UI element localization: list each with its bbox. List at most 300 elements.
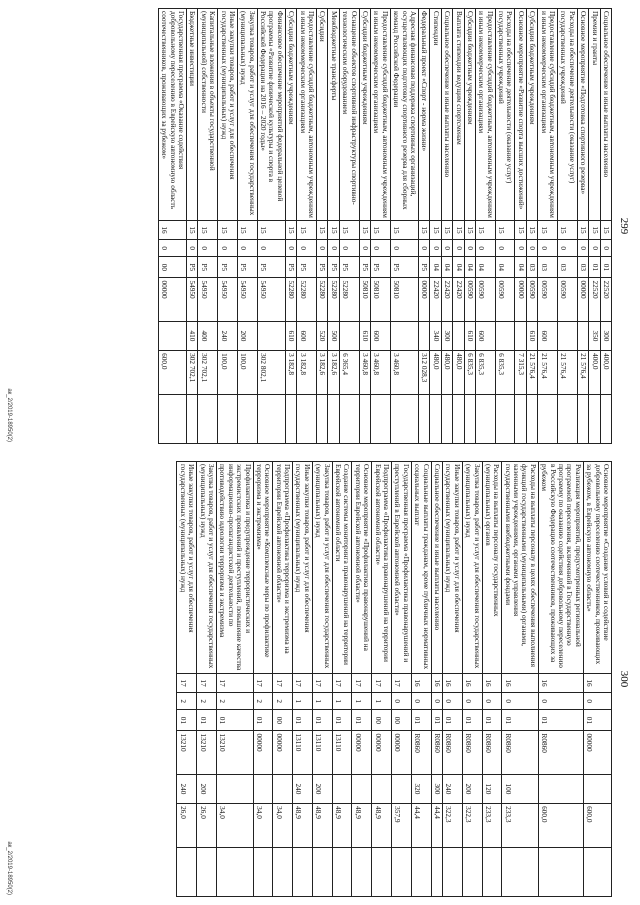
row-code-cell: 0 <box>482 693 502 710</box>
row-code-cell: 00590 <box>475 278 495 321</box>
row-code-cell: 0 <box>390 240 418 257</box>
table-row <box>600 9 611 444</box>
row-name-cell: Иные закупки товаров, работ и услуг для обеспечения государственных (муниципальных) нужд <box>293 462 313 674</box>
row-code-cell: 15 <box>430 220 441 239</box>
row-code-cell: 0 <box>515 240 526 257</box>
row-code-cell: 04 <box>430 257 441 278</box>
row-code-cell: 1 <box>312 693 332 710</box>
row-blank-cell <box>312 847 332 897</box>
row-code-cell: 0 <box>339 240 359 257</box>
row-expense-type-cell: 350 <box>589 321 600 350</box>
table-row <box>216 462 253 897</box>
row-amount-cell: 400,0 <box>589 351 600 394</box>
row-blank-cell <box>600 394 611 444</box>
row-name-cell: Финансовое обеспечение мероприятий федеральной целевой программы «Развитие физической культуры и спорта в Российской Федерации на 2016 – 2020 годы» <box>257 9 285 221</box>
row-expense-type-cell: 520 <box>317 321 328 350</box>
table-row <box>359 9 370 444</box>
row-expense-type-cell <box>538 774 583 803</box>
row-expense-type-cell: 200 <box>462 774 482 803</box>
row-code-cell: R0860 <box>431 731 442 774</box>
row-code-cell: 01 <box>312 710 332 731</box>
row-amount-cell: 302 702,1 <box>186 351 197 394</box>
row-blank-cell <box>317 394 328 444</box>
table-row <box>390 9 418 444</box>
row-expense-type-cell: 500 <box>328 321 339 350</box>
row-expense-type-cell: 610 <box>285 321 296 350</box>
row-code-cell: 54950 <box>198 278 218 321</box>
row-code-cell: 2 <box>177 693 197 710</box>
row-code-cell: 0 <box>538 693 583 710</box>
row-expense-type-cell: 610 <box>359 321 370 350</box>
row-name-cell: Бюджетные инвестиции <box>186 9 197 221</box>
row-code-cell: 01 <box>583 710 611 731</box>
row-amount-cell: 3 182,8 <box>297 351 317 394</box>
row-amount-cell: 44,4 <box>431 804 442 847</box>
row-expense-type-cell: 240 <box>177 774 197 803</box>
row-code-cell: 2 <box>273 693 293 710</box>
row-name-cell: Субсидии бюджетным учреждениям <box>285 9 296 221</box>
row-code-cell: 15 <box>371 220 391 239</box>
row-code-cell: 15 <box>418 220 429 239</box>
row-code-cell: 17 <box>216 673 253 692</box>
row-code-cell: 01 <box>502 710 539 731</box>
row-name-cell: Закупка товаров, работ и услуг для обеспечения государственных (муниципальных) нужд <box>312 462 332 674</box>
row-code-cell: 04 <box>441 257 452 278</box>
row-amount-cell: 357,9 <box>392 804 412 847</box>
row-code-cell: 22420 <box>441 278 452 321</box>
row-code-cell: 15 <box>285 220 296 239</box>
row-amount-cell: 480,0 <box>453 351 464 394</box>
row-name-cell: Субсидии бюджетным учреждениям <box>359 9 370 221</box>
row-code-cell: 01 <box>538 710 583 731</box>
table-row <box>198 9 218 444</box>
row-amount-cell: 600,0 <box>158 351 186 394</box>
row-code-cell: 15 <box>589 220 600 239</box>
table-row <box>285 9 296 444</box>
row-expense-type-cell <box>390 321 418 350</box>
row-expense-type-cell: 200 <box>237 321 257 350</box>
row-expense-type-cell <box>577 321 588 350</box>
row-expense-type-cell: 600 <box>371 321 391 350</box>
row-blank-cell <box>475 394 495 444</box>
row-amount-cell: 302 802,1 <box>257 351 285 394</box>
row-code-cell: 15 <box>339 220 359 239</box>
row-blank-cell <box>482 847 502 897</box>
row-code-cell: 15 <box>390 220 418 239</box>
row-code-cell: 00000 <box>515 278 526 321</box>
row-name-cell: Социальное обеспечение и иные выплаты населению <box>431 462 442 674</box>
row-code-cell: 00000 <box>158 278 186 321</box>
row-code-cell: 52280 <box>317 278 328 321</box>
row-amount-cell: 48,9 <box>352 804 372 847</box>
table-row <box>482 462 502 897</box>
row-name-cell: Иные закупки товаров, работ и услуг для обеспечения государственных (муниципальных) нужд <box>442 462 462 674</box>
row-name-cell: Основное мероприятие «Развитие спорта высших достижений» <box>515 9 526 221</box>
row-blank-cell <box>257 394 285 444</box>
row-code-cell: 15 <box>526 220 537 239</box>
row-blank-cell <box>526 394 537 444</box>
row-code-cell: 01 <box>442 710 462 731</box>
row-code-cell: 04 <box>515 257 526 278</box>
row-amount-cell: 34,0 <box>253 804 273 847</box>
row-name-cell: Субсидии бюджетным учреждениям <box>464 9 475 221</box>
row-code-cell: P5 <box>297 257 317 278</box>
row-code-cell: 17 <box>197 673 217 692</box>
row-code-cell: 0 <box>218 240 238 257</box>
row-blank-cell <box>237 394 257 444</box>
row-blank-cell <box>577 394 588 444</box>
row-code-cell: R0860 <box>482 731 502 774</box>
table-row <box>328 9 339 444</box>
row-code-cell: 00 <box>158 257 186 278</box>
table-row <box>431 462 442 897</box>
row-blank-cell <box>538 847 583 897</box>
row-name-cell: Подпрограмма «Профилактика терроризма и экстремизма на территории Еврейской автономной области» <box>273 462 293 674</box>
row-code-cell: 0 <box>431 693 442 710</box>
row-name-cell: Основное мероприятие «Создание условий и содействие добровольному переселению соотечественников, проживающих за рубежом, в Еврейскую автономную область» <box>583 462 611 674</box>
row-blank-cell <box>411 847 431 897</box>
row-code-cell: 15 <box>495 220 515 239</box>
row-code-cell: 04 <box>495 257 515 278</box>
table-row <box>464 9 475 444</box>
row-code-cell: 0 <box>359 240 370 257</box>
row-code-cell: 03 <box>526 257 537 278</box>
row-code-cell: 2 <box>253 693 273 710</box>
row-code-cell: 17 <box>273 673 293 692</box>
row-name-cell: Расходы на выплаты персоналу государственных (муниципальных) органов <box>482 462 502 674</box>
table-row <box>526 9 537 444</box>
row-amount-cell: 100,0 <box>237 351 257 394</box>
row-code-cell: 15 <box>441 220 452 239</box>
row-name-cell: Субсидии <box>317 9 328 221</box>
row-code-cell: 0 <box>538 240 558 257</box>
table-row <box>558 9 578 444</box>
row-code-cell: P5 <box>328 257 339 278</box>
row-code-cell: 00000 <box>372 731 392 774</box>
row-code-cell: 01 <box>177 710 197 731</box>
row-code-cell: 16 <box>583 673 611 692</box>
row-name-cell: Выплата стипендии ведущим спортсменам <box>453 9 464 221</box>
row-amount-cell: 26,0 <box>177 804 197 847</box>
row-code-cell: 17 <box>253 673 273 692</box>
row-code-cell: 52280 <box>339 278 359 321</box>
row-code-cell: 52280 <box>285 278 296 321</box>
row-code-cell: 00590 <box>558 278 578 321</box>
row-amount-cell: 3 460,8 <box>359 351 370 394</box>
table-row <box>453 9 464 444</box>
row-code-cell: 22520 <box>589 278 600 321</box>
row-name-cell: Расходы на обеспечение деятельности (оказание услуг) государственных учреждений <box>495 9 515 221</box>
table-row <box>253 462 273 897</box>
table-row <box>273 462 293 897</box>
row-amount-cell: 34,0 <box>273 804 293 847</box>
row-blank-cell <box>431 847 442 897</box>
row-code-cell: 0 <box>418 240 429 257</box>
row-amount-cell: 322,3 <box>442 804 462 847</box>
row-name-cell: Реализация мероприятий, предусмотренных региональной программой переселения, включенной в Государственную программу по оказанию содействия добровольному переселению в Российскую Федерацию соотечественников, проживающих за рубежом <box>538 462 583 674</box>
row-code-cell: 16 <box>538 673 583 692</box>
row-blank-cell <box>352 847 372 897</box>
row-code-cell: 0 <box>583 693 611 710</box>
row-name-cell: Оснащение объектов спортивной инфраструктуры спортивно-технологическим оборудованием <box>339 9 359 221</box>
row-code-cell: 01 <box>462 710 482 731</box>
row-code-cell: 15 <box>558 220 578 239</box>
row-code-cell: P5 <box>198 257 218 278</box>
row-expense-type-cell: 410 <box>186 321 197 350</box>
row-code-cell: 54950 <box>186 278 197 321</box>
table-row <box>177 462 197 897</box>
row-code-cell: 00590 <box>526 278 537 321</box>
row-code-cell: 01 <box>589 257 600 278</box>
row-code-cell: 13210 <box>197 731 217 774</box>
row-code-cell: 52280 <box>328 278 339 321</box>
row-amount-cell: 6 835,3 <box>495 351 515 394</box>
table-row <box>158 9 186 444</box>
row-blank-cell <box>198 394 218 444</box>
row-blank-cell <box>339 394 359 444</box>
row-name-cell: Государственная программа «Оказание содействия добровольному переселению в Еврейскую автономную область соотечественников, проживающих за рубежом» <box>158 9 186 221</box>
table-row <box>237 9 257 444</box>
row-code-cell: 15 <box>186 220 197 239</box>
row-expense-type-cell <box>339 321 359 350</box>
row-blank-cell <box>430 394 441 444</box>
table-row <box>312 462 332 897</box>
row-code-cell: 0 <box>577 240 588 257</box>
row-blank-cell <box>372 847 392 897</box>
row-code-cell: 00000 <box>253 731 273 774</box>
row-name-cell: Иные закупки товаров, работ и услуг для обеспечения государственных (муниципальных) нужд <box>218 9 238 221</box>
row-expense-type-cell: 200 <box>197 774 217 803</box>
row-code-cell: R0860 <box>411 731 431 774</box>
row-code-cell: 00590 <box>495 278 515 321</box>
row-amount-cell: 48,9 <box>372 804 392 847</box>
row-expense-type-cell: 100 <box>502 774 539 803</box>
table-row <box>317 9 328 444</box>
table-row <box>392 462 412 897</box>
row-code-cell: P5 <box>218 257 238 278</box>
row-code-cell: 0 <box>257 240 285 257</box>
row-blank-cell <box>297 394 317 444</box>
row-expense-type-cell: 120 <box>482 774 502 803</box>
row-code-cell: R0860 <box>538 731 583 774</box>
row-code-cell: 0 <box>526 240 537 257</box>
row-code-cell: 13110 <box>293 731 313 774</box>
page-number: 300 <box>618 670 630 688</box>
row-blank-cell <box>462 847 482 897</box>
page-footer: ак_2/2019-18950(2) <box>6 841 12 895</box>
row-code-cell: 17 <box>177 673 197 692</box>
page-300 <box>0 453 640 905</box>
table-row <box>462 462 482 897</box>
row-expense-type-cell: 610 <box>526 321 537 350</box>
row-code-cell: 15 <box>515 220 526 239</box>
row-name-cell: Предоставление субсидий бюджетным, автономным учреждениям и иным некоммерческим организациям <box>371 9 391 221</box>
row-blank-cell <box>328 394 339 444</box>
row-code-cell: 04 <box>475 257 495 278</box>
row-code-cell: R0860 <box>442 731 462 774</box>
row-name-cell: Социальные выплаты гражданам, кроме публичных нормативных социальных выплат <box>411 462 431 674</box>
row-code-cell: 1 <box>332 693 352 710</box>
row-code-cell: 0 <box>475 240 495 257</box>
row-amount-cell: 312 028,3 <box>418 351 429 394</box>
row-blank-cell <box>197 847 217 897</box>
row-code-cell: 50810 <box>371 278 391 321</box>
row-code-cell: 13210 <box>177 731 197 774</box>
row-blank-cell <box>359 394 370 444</box>
row-name-cell: Государственная программа «Профилактика правонарушений и преступлений в Еврейской автономной области» <box>392 462 412 674</box>
row-amount-cell: 3 182,6 <box>328 351 339 394</box>
row-amount-cell: 7 315,3 <box>515 351 526 394</box>
page-footer: ак_2/2019-18950(2) <box>6 388 12 442</box>
row-amount-cell: 233,3 <box>482 804 502 847</box>
row-expense-type-cell <box>515 321 526 350</box>
row-amount-cell: 21 576,4 <box>558 351 578 394</box>
row-expense-type-cell <box>418 321 429 350</box>
row-amount-cell: 21 576,4 <box>577 351 588 394</box>
row-code-cell: 22520 <box>600 278 611 321</box>
row-expense-type-cell: 600 <box>538 321 558 350</box>
row-amount-cell: 6 835,3 <box>464 351 475 394</box>
row-code-cell: 0 <box>600 240 611 257</box>
row-amount-cell: 48,9 <box>332 804 352 847</box>
row-amount-cell: 48,9 <box>312 804 332 847</box>
row-code-cell: 15 <box>198 220 218 239</box>
row-code-cell: 01 <box>600 257 611 278</box>
row-name-cell: Расходы на обеспечение деятельности (оказание услуг) государственных учреждений <box>558 9 578 221</box>
row-code-cell: 0 <box>285 240 296 257</box>
row-code-cell: 54950 <box>257 278 285 321</box>
row-name-cell: Социальное обеспечение и иные выплаты населению <box>600 9 611 221</box>
row-code-cell: 15 <box>218 220 238 239</box>
row-blank-cell <box>392 847 412 897</box>
row-amount-cell: 6 365,4 <box>339 351 359 394</box>
row-name-cell: Предоставление субсидий бюджетным, автономным учреждениям и иным некоммерческим организациям <box>297 9 317 221</box>
budget-table-body <box>158 9 611 444</box>
row-amount-cell: 3 460,8 <box>390 351 418 394</box>
row-code-cell: 15 <box>257 220 285 239</box>
row-code-cell: 13110 <box>332 731 352 774</box>
row-name-cell: Основное мероприятие «Профилактика правонарушений на территории Еврейской автономной области» <box>352 462 372 674</box>
row-blank-cell <box>502 847 539 897</box>
table-row <box>372 462 392 897</box>
row-amount-cell: 480,0 <box>441 351 452 394</box>
row-code-cell: P5 <box>390 257 418 278</box>
row-code-cell: 0 <box>495 240 515 257</box>
row-amount-cell: 3 182,6 <box>317 351 328 394</box>
row-code-cell: 00 <box>392 710 412 731</box>
row-expense-type-cell <box>332 774 352 803</box>
row-amount-cell: 21 576,4 <box>538 351 558 394</box>
row-code-cell: 54950 <box>237 278 257 321</box>
row-code-cell: 0 <box>411 693 431 710</box>
row-code-cell: 00 <box>273 710 293 731</box>
row-code-cell: P5 <box>418 257 429 278</box>
row-code-cell: 15 <box>237 220 257 239</box>
row-amount-cell: 480,0 <box>430 351 441 394</box>
row-name-cell: Социальное обеспечение и иные выплаты населению <box>441 9 452 221</box>
row-name-cell: Закупка товаров, работ и услуг для обеспечения государственных (муниципальных) нужд <box>237 9 257 221</box>
row-code-cell: 2 <box>197 693 217 710</box>
row-name-cell: Подпрограмма «Профилактика правонарушений на территории Еврейской автономной области» <box>372 462 392 674</box>
row-code-cell: 0 <box>558 240 578 257</box>
table-row <box>475 9 495 444</box>
row-blank-cell <box>218 394 238 444</box>
row-name-cell: Закупка товаров, работ и услуг для обеспечения государственных (муниципальных) нужд <box>462 462 482 674</box>
row-name-cell: Предоставление субсидий бюджетным, автономным учреждениям и иным некоммерческим организациям <box>538 9 558 221</box>
row-code-cell: 15 <box>317 220 328 239</box>
row-expense-type-cell <box>583 774 611 803</box>
row-blank-cell <box>558 394 578 444</box>
row-amount-cell: 6 835,3 <box>475 351 495 394</box>
row-code-cell: 17 <box>372 673 392 692</box>
row-blank-cell <box>442 847 462 897</box>
table-row <box>502 462 539 897</box>
row-code-cell: 01 <box>216 710 253 731</box>
row-expense-type-cell <box>158 321 186 350</box>
row-name-cell: Предоставление субсидий бюджетным, автономным учреждениям и иным некоммерческим организациям <box>475 9 495 221</box>
row-code-cell: 15 <box>475 220 495 239</box>
row-code-cell: 16 <box>158 220 186 239</box>
row-name-cell: Капитальные вложения в объекты государственной (муниципальной) собственности <box>198 9 218 221</box>
row-expense-type-cell <box>273 774 293 803</box>
row-expense-type-cell: 340 <box>430 321 441 350</box>
row-code-cell: 01 <box>431 710 442 731</box>
row-code-cell: 0 <box>371 240 391 257</box>
row-amount-cell: 600,0 <box>583 804 611 847</box>
row-code-cell: 16 <box>462 673 482 692</box>
row-code-cell: 17 <box>312 673 332 692</box>
row-expense-type-cell <box>257 321 285 350</box>
row-code-cell: 03 <box>558 257 578 278</box>
row-name-cell: Основное мероприятие «Комплексные меры по профилактике терроризма и экстремизма» <box>253 462 273 674</box>
row-blank-cell <box>464 394 475 444</box>
row-code-cell: 00000 <box>583 731 611 774</box>
row-expense-type-cell: 200 <box>312 774 332 803</box>
row-blank-cell <box>441 394 452 444</box>
table-row <box>218 9 238 444</box>
table-row <box>371 9 391 444</box>
row-expense-type-cell <box>495 321 515 350</box>
row-code-cell: 01 <box>197 710 217 731</box>
row-code-cell: 00 <box>372 710 392 731</box>
row-code-cell: 0 <box>442 693 462 710</box>
row-code-cell: 0 <box>328 240 339 257</box>
row-code-cell: 15 <box>600 220 611 239</box>
row-amount-cell: 3 182,8 <box>285 351 296 394</box>
row-code-cell: 0 <box>186 240 197 257</box>
row-code-cell: 0 <box>502 693 539 710</box>
row-code-cell: P5 <box>237 257 257 278</box>
row-amount-cell: 21 576,4 <box>526 351 537 394</box>
row-code-cell: 17 <box>332 673 352 692</box>
row-blank-cell <box>158 394 186 444</box>
row-code-cell: 03 <box>538 257 558 278</box>
table-row <box>495 9 515 444</box>
row-code-cell: R0860 <box>502 731 539 774</box>
row-code-cell: 0 <box>198 240 218 257</box>
row-blank-cell <box>285 394 296 444</box>
row-code-cell: 0 <box>392 693 412 710</box>
row-code-cell: 50810 <box>359 278 370 321</box>
row-code-cell: 22420 <box>430 278 441 321</box>
row-code-cell: 17 <box>392 673 412 692</box>
row-name-cell: Профилактика и предупреждение террористических и экстремистских проявлений и преступлений, повышение качества информационно-пропагандистской деятельности по противодействию идеологии терроризма и экстремизма <box>216 462 253 674</box>
row-code-cell: 00590 <box>464 278 475 321</box>
row-code-cell: 15 <box>453 220 464 239</box>
row-code-cell: 1 <box>352 693 372 710</box>
row-expense-type-cell: 300 <box>441 321 452 350</box>
table-row <box>352 462 372 897</box>
